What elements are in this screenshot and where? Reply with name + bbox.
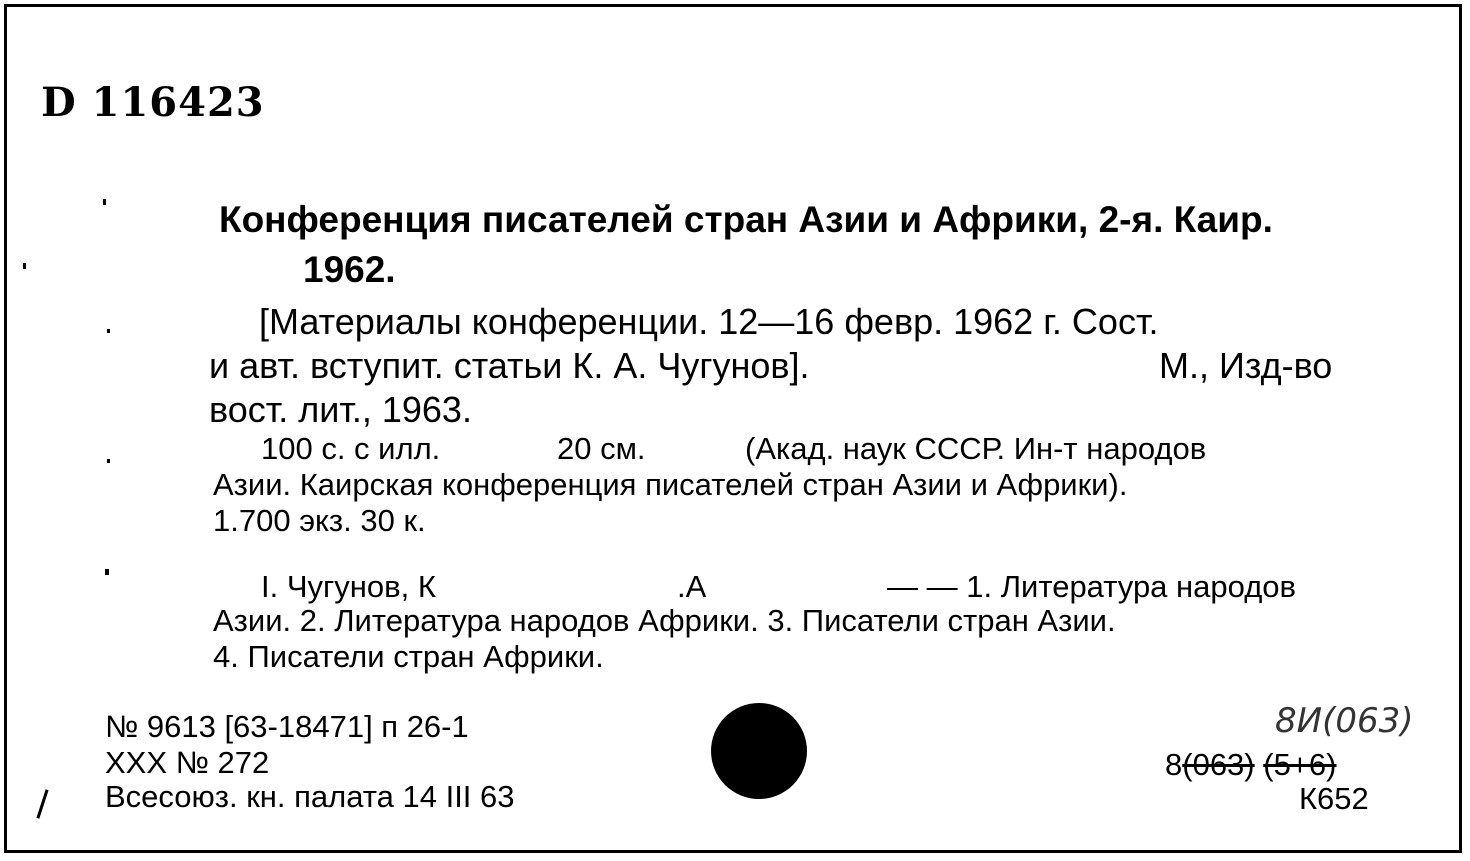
margin-stroke — [36, 789, 48, 818]
subject-line-2: Азии. 2. Литература народов Африки. 3. Писатели стран Азии. — [213, 603, 1116, 638]
margin-speck — [107, 459, 110, 463]
classification-code — [1165, 747, 1336, 783]
margin-speck — [107, 329, 110, 333]
title-line-2: 1962. — [303, 249, 396, 290]
subject-line-1b: .А — [677, 569, 707, 604]
margin-speck — [103, 199, 106, 205]
author-mark: К652 — [1299, 781, 1369, 816]
description-line-1: [Материалы конференции. 12—16 февр. 1962 г. Сост. — [259, 301, 1159, 342]
physical-line-1a: 100 с. с илл. — [261, 431, 441, 466]
footer-line-2: XXX № 272 — [105, 745, 270, 780]
catalog-card — [4, 4, 1462, 853]
physical-line-2: Азии. Каирская конференция писателей стран Азии и Африки). — [213, 467, 1128, 502]
footer-line-1: № 9613 [63-18471] п 26-1 — [105, 709, 469, 744]
subject-line-1c: — — 1. Литература народов — [887, 569, 1296, 604]
title-line-1: Конференция писателей стран Азии и Африки, 2-я. Каир. — [219, 199, 1273, 240]
call-number: D 116423 — [41, 79, 265, 126]
margin-speck — [23, 263, 26, 269]
classification-struck-1: (063) — [1182, 747, 1255, 782]
description-line-3: вост. лит., 1963. — [209, 389, 472, 430]
handwritten-classification: 8И(063) — [1275, 701, 1414, 741]
footer-line-3: Всесоюз. кн. палата 14 III 63 — [105, 779, 515, 814]
description-line-2a: и авт. вступит. статьи К. А. Чугунов]. — [209, 345, 810, 386]
classification-prefix: 8 — [1165, 747, 1183, 782]
punch-hole — [711, 703, 807, 799]
margin-speck — [105, 569, 109, 575]
classification-struck-2: (5+6) — [1263, 747, 1337, 782]
physical-line-1b: 20 см. — [557, 431, 646, 466]
subject-line-3: 4. Писатели стран Африки. — [213, 639, 604, 674]
subject-line-1a: I. Чугунов, К — [261, 569, 436, 604]
description-line-2b: М., Изд-во — [1159, 345, 1333, 386]
physical-line-1c: (Акад. наук СССР. Ин-т народов — [745, 431, 1207, 466]
physical-line-3: 1.700 экз. 30 к. — [213, 503, 426, 538]
